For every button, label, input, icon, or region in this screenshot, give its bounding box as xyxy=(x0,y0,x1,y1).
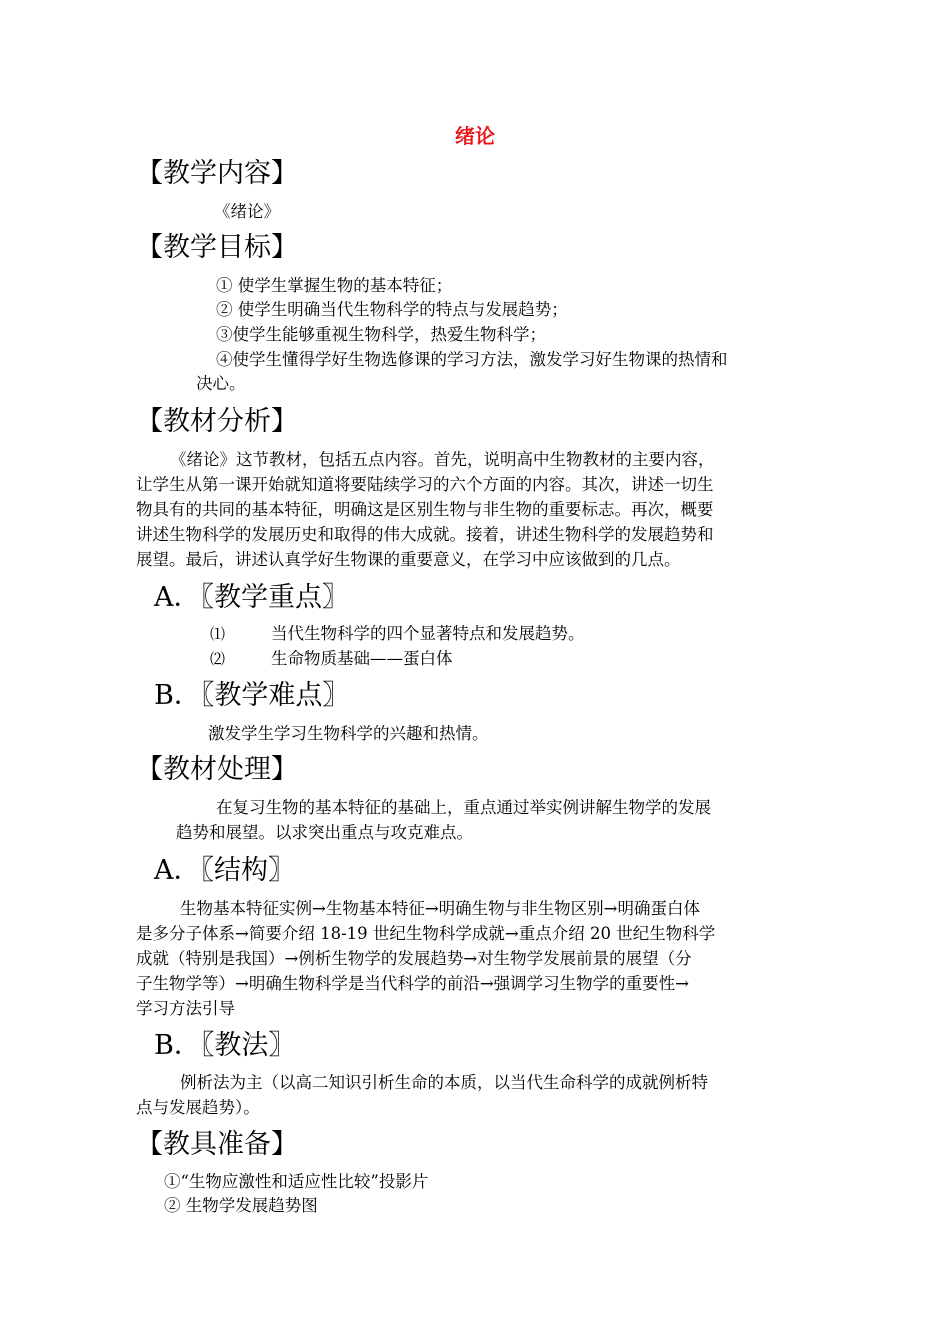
heading-teaching-content: 【教学内容】 xyxy=(136,158,298,189)
heading-structure: A．〖结构〗 xyxy=(154,855,295,886)
goal-item: ③使学生能够重视生物科学，热爱生物科学； xyxy=(216,325,546,344)
tool-item: ② 生物学发展趋势图 xyxy=(164,1196,318,1215)
method-line: 点与发展趋势）。 xyxy=(136,1098,260,1117)
goal-item: ② 使学生明确当代生物科学的特点与发展趋势； xyxy=(216,300,568,319)
heading-material-processing: 【教材处理】 xyxy=(136,754,298,785)
heading-difficulties: B．〖教学难点〗 xyxy=(154,680,350,711)
teaching-content-text: 《绪论》 xyxy=(214,202,280,221)
structure-line: 学习方法引导 xyxy=(136,999,235,1018)
goal-item: ④使学生懂得学好生物选修课的学习方法，激发学习好生物课的热情和 xyxy=(216,350,728,369)
structure-line: 成就（特别是我国）→例析生物学的发展趋势→对生物学发展前景的展望（分 xyxy=(136,949,692,968)
structure-line: 是多分子体系→简要介绍 18-19 世纪生物科学成就→重点介绍 20 世纪生物科学 xyxy=(136,924,716,943)
analysis-line: 讲述生物科学的发展历史和取得的伟大成就。接着，讲述生物科学的发展趋势和 xyxy=(136,525,714,544)
goal-item-continuation: 决心。 xyxy=(196,374,246,393)
heading-teaching-method: B．〖教法〗 xyxy=(154,1030,296,1061)
heading-material-analysis: 【教材分析】 xyxy=(136,406,298,437)
difficulties-text: 激发学生学习生物科学的兴趣和热情。 xyxy=(208,724,489,743)
page-title: 绪论 xyxy=(455,124,495,148)
key-point-number: ⑴ xyxy=(210,625,226,643)
key-point-number: ⑵ xyxy=(210,650,226,668)
method-line: 例析法为主（以高二知识引析生命的本质，以当代生命科学的成就例析特 xyxy=(180,1073,708,1092)
analysis-line: 物具有的共同的基本特征，明确这是区别生物与非生物的重要标志。再次，概要 xyxy=(136,500,714,519)
heading-teaching-tools: 【教具准备】 xyxy=(136,1129,298,1160)
processing-line: 趋势和展望。以求突出重点与攻克难点。 xyxy=(176,823,473,842)
goal-item: ① 使学生掌握生物的基本特征； xyxy=(216,276,453,295)
heading-teaching-goals: 【教学目标】 xyxy=(136,232,298,263)
tool-item: ①“生物应激性和适应性比较”投影片 xyxy=(164,1172,429,1191)
analysis-line: 展望。最后，讲述认真学好生物课的重要意义，在学习中应该做到的几点。 xyxy=(136,550,681,569)
structure-line: 子生物学等）→明确生物科学是当代科学的前沿→强调学习生物学的重要性→ xyxy=(136,974,689,993)
key-point-text: 当代生物科学的四个显著特点和发展趋势。 xyxy=(271,624,585,643)
structure-line: 生物基本特征实例→生物基本特征→明确生物与非生物区别→明确蛋白体 xyxy=(180,899,700,918)
processing-line: 在复习生物的基本特征的基础上，重点通过举实例讲解生物学的发展 xyxy=(216,798,711,817)
analysis-line: 《绪论》这节教材，包括五点内容。首先，说明高中生物教材的主要内容， xyxy=(170,450,715,469)
key-point-text: 生命物质基础——蛋白体 xyxy=(271,649,453,668)
analysis-line: 让学生从第一课开始就知道将要陆续学习的六个方面的内容。其次，讲述一切生 xyxy=(136,475,714,494)
heading-key-points: A．〖教学重点〗 xyxy=(154,582,349,613)
